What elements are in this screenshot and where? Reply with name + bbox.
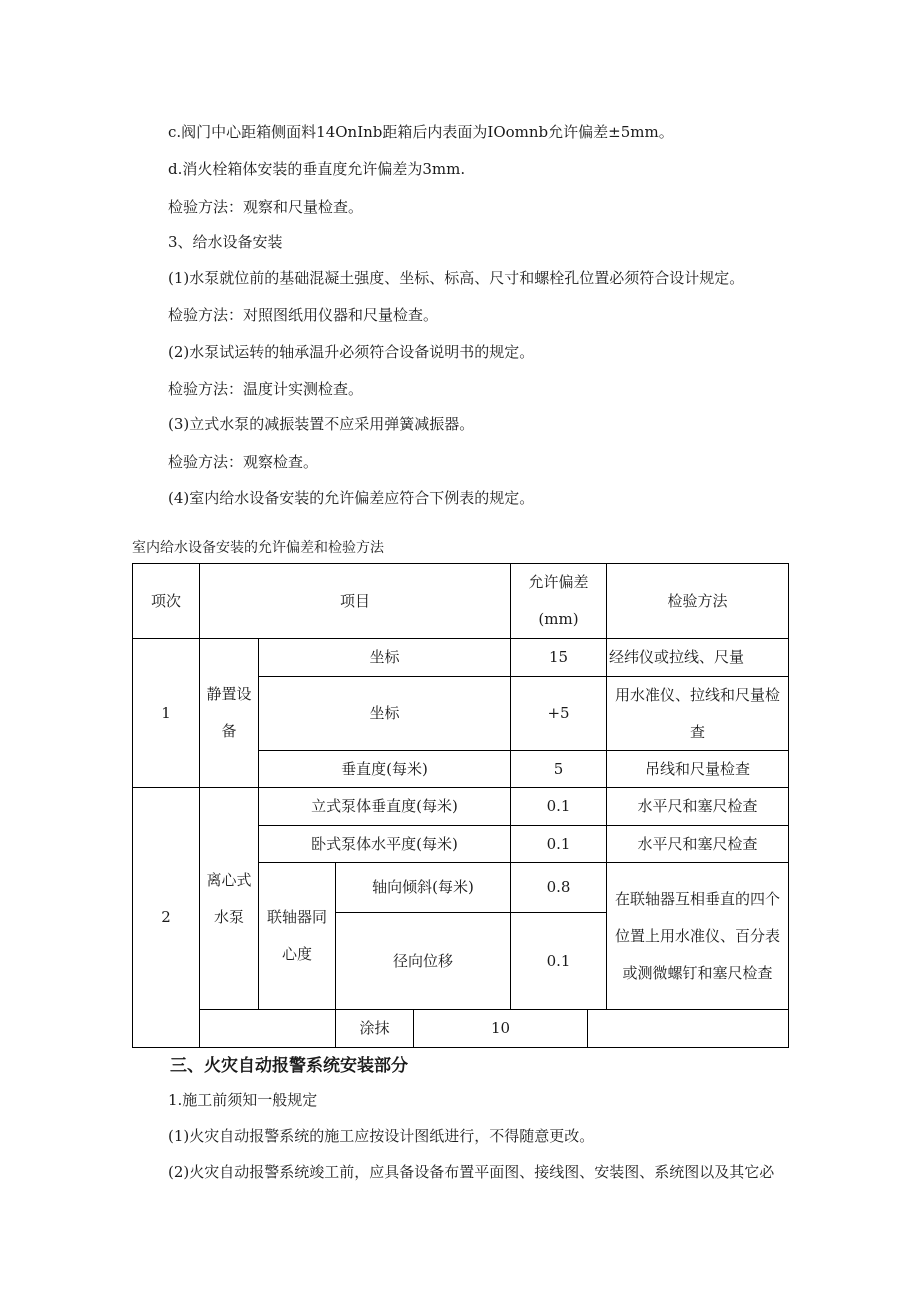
tolerance-value: 0.8 <box>546 878 571 896</box>
tolerance-value: 5 <box>553 759 564 778</box>
method-value: 水平尺和塞尺检查 <box>637 797 758 815</box>
coupling-method: 在联轴器互相垂直的四个 位置上用水准仪、百分表 或测微螺钉和塞尺检查 <box>614 889 780 982</box>
item-3: (3)立式水泵的减振装置不应采用弹簧减振器。 <box>168 415 475 433</box>
header-tolerance: 允许偏差 (mm) <box>528 573 589 628</box>
coupling-category: 联轴器同 心度 <box>266 908 327 963</box>
method-value: 吊线和尺量检查 <box>644 759 750 778</box>
para-d: d.消火栓箱体安装的垂直度允许偏差为3mm. <box>168 160 466 178</box>
section-heading: 三、火灾自动报警系统安装部分 <box>170 1056 408 1076</box>
para-c: c.阀门中心距箱侧面料14OnInb距箱后内表面为IOomnb允许偏差±5mm。 <box>168 123 674 141</box>
tolerance-value: 0.1 <box>546 797 571 815</box>
table-row: 坐标 <box>369 704 400 722</box>
table-row: 径向位移 <box>392 951 453 970</box>
item-4: (4)室内给水设备安装的允许偏差应符合下例表的规定。 <box>168 489 535 507</box>
header-no: 项次 <box>150 591 181 610</box>
header-method: 检验方法 <box>667 591 728 610</box>
section-para-1: 1.施工前须知一般规定 <box>168 1091 318 1109</box>
tolerance-value: 0.1 <box>546 834 571 853</box>
group2-category: 离心式 水泵 <box>206 870 252 926</box>
check-method-4: 检验方法：观察检查。 <box>168 453 319 471</box>
method-value: 水平尺和塞尺检查 <box>637 834 758 853</box>
tolerance-value: +5 <box>547 704 570 722</box>
group1-category: 静置设 备 <box>206 685 252 740</box>
table-row: 涂抹 <box>359 1019 390 1037</box>
group1-no: 1 <box>161 703 171 722</box>
header-item: 项目 <box>339 591 370 610</box>
item-2: (2)水泵试运转的轴承温升必须符合设备说明书的规定。 <box>168 343 535 361</box>
item-1: (1)水泵就位前的基础混凝土强度、坐标、标高、尺寸和螺栓孔位置必须符合设计规定。 <box>168 269 745 287</box>
table-caption: 室内给水设备安装的允许偏差和检验方法 <box>132 540 384 556</box>
table-row: 垂直度(每米) <box>341 759 428 778</box>
check-method-2: 检验方法：对照图纸用仪器和尺量检查。 <box>168 306 439 324</box>
check-method-3: 检验方法：温度计实测检查。 <box>168 380 364 398</box>
table-row: 卧式泵体水平度(每米) <box>311 834 458 853</box>
table-row: 轴向倾斜(每米) <box>372 878 474 896</box>
table-row: 立式泵体垂直度(每米) <box>311 797 458 815</box>
tolerance-value: 0.1 <box>546 951 571 970</box>
group2-no: 2 <box>161 908 171 926</box>
section-3-title: 3、给水设备安装 <box>168 233 283 251</box>
method-value: 用水准仪、拉线和尺量检 查 <box>614 685 780 741</box>
tolerance-value: 15 <box>548 648 569 666</box>
method-value: 经纬仪或拉线、尺量 <box>609 648 745 666</box>
table-row: 坐标 <box>369 648 400 666</box>
tolerance-value: 10 <box>490 1019 511 1037</box>
section-para-3: (2)火灾自动报警系统竣工前，应具备设备布置平面图、接线图、安装图、系统图以及其它必 <box>168 1163 775 1181</box>
check-method-1: 检验方法：观察和尺量检查。 <box>168 198 364 216</box>
section-para-2: (1)火灾自动报警系统的施工应按设计图纸进行，不得随意更改。 <box>168 1127 595 1145</box>
